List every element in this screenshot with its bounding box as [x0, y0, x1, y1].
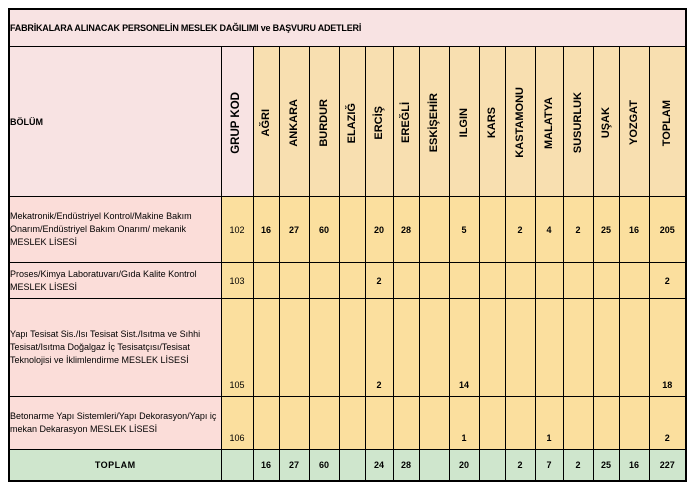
row-102-malatya: 4 [535, 197, 563, 263]
header-city-malatya: MALATYA [535, 47, 563, 197]
row-102-toplam: 205 [649, 197, 686, 263]
personnel-distribution-table [8, 8, 687, 482]
row-102-usak: 25 [593, 197, 619, 263]
row-103-eskisehir [419, 263, 449, 299]
row-102-ercis: 20 [365, 197, 393, 263]
row-105-kastamonu [505, 299, 535, 397]
title-row [9, 9, 686, 47]
footer-ercis: 24 [365, 450, 393, 481]
row-bolum-105: Yapı Tesisat Sis./Isı Tesisat Sist./Isıtma ve Sıhhi Tesisat/Isıtma Doğalgaz İç Tesisatçısı/Tesisat Teknolojisi ve İklimlendirme MESLEK LİSESİ [9, 299, 221, 397]
row-103-burdur [309, 263, 339, 299]
footer-usak: 25 [593, 450, 619, 481]
table-row [9, 396, 686, 449]
footer-eregli: 28 [393, 450, 419, 481]
row-102-kars [479, 197, 505, 263]
row-103-kastamonu [505, 263, 535, 299]
row-106-burdur [309, 396, 339, 449]
row-103-elazig [339, 263, 365, 299]
header-city-kars: KARS [479, 47, 505, 197]
footer-toplam: 227 [649, 450, 686, 481]
table-row [9, 299, 686, 397]
table-row [9, 197, 686, 263]
header-toplam: TOPLAM [649, 47, 686, 197]
row-105-ilgin: 14 [449, 299, 479, 397]
row-102-elazig [339, 197, 365, 263]
row-grupkod-105: 105 [221, 299, 253, 397]
footer-grupkod [221, 450, 253, 481]
footer-malatya: 7 [535, 450, 563, 481]
row-106-eregli [393, 396, 419, 449]
row-106-ercis [365, 396, 393, 449]
table-row [9, 263, 686, 299]
page-title: FABRİKALARA ALINACAK PERSONELİN MESLEK DAĞILIMI ve BAŞVURU ADETLERİ [9, 9, 686, 47]
footer-elazig [339, 450, 365, 481]
row-103-ercis: 2 [365, 263, 393, 299]
row-105-eskisehir [419, 299, 449, 397]
row-106-agri [253, 396, 279, 449]
row-102-eregli: 28 [393, 197, 419, 263]
header-city-ercis: ERCİŞ [365, 47, 393, 197]
header-city-burdur: BURDUR [309, 47, 339, 197]
footer-burdur: 60 [309, 450, 339, 481]
footer-ilgin: 20 [449, 450, 479, 481]
row-105-toplam: 18 [649, 299, 686, 397]
footer-label: TOPLAM [9, 450, 221, 481]
row-grupkod-106: 106 [221, 396, 253, 449]
footer-eskisehir [419, 450, 449, 481]
row-106-yozgat [619, 396, 649, 449]
row-103-kars [479, 263, 505, 299]
row-102-kastamonu: 2 [505, 197, 535, 263]
footer-ankara: 27 [279, 450, 309, 481]
row-106-susurluk [563, 396, 593, 449]
header-city-elazig: ELAZIĞ [339, 47, 365, 197]
row-103-usak [593, 263, 619, 299]
row-106-kars [479, 396, 505, 449]
row-106-toplam: 2 [649, 396, 686, 449]
row-102-ilgin: 5 [449, 197, 479, 263]
row-105-eregli [393, 299, 419, 397]
header-row [9, 47, 686, 197]
footer-kars [479, 450, 505, 481]
row-105-elazig [339, 299, 365, 397]
row-grupkod-102: 102 [221, 197, 253, 263]
header-city-kastamonu: KASTAMONU [505, 47, 535, 197]
row-103-yozgat [619, 263, 649, 299]
row-102-burdur: 60 [309, 197, 339, 263]
row-103-malatya [535, 263, 563, 299]
row-105-yozgat [619, 299, 649, 397]
footer-kastamonu: 2 [505, 450, 535, 481]
row-103-ankara [279, 263, 309, 299]
row-105-malatya [535, 299, 563, 397]
footer-agri: 16 [253, 450, 279, 481]
header-city-eskisehir: ESKİŞEHİR [419, 47, 449, 197]
row-grupkod-103: 103 [221, 263, 253, 299]
row-103-eregli [393, 263, 419, 299]
footer-yozgat: 16 [619, 450, 649, 481]
row-106-malatya: 1 [535, 396, 563, 449]
row-105-usak [593, 299, 619, 397]
row-106-ilgin: 1 [449, 396, 479, 449]
row-102-eskisehir [419, 197, 449, 263]
row-106-elazig [339, 396, 365, 449]
header-city-yozgat: YOZGAT [619, 47, 649, 197]
row-105-kars [479, 299, 505, 397]
header-city-susurluk: SUSURLUK [563, 47, 593, 197]
row-103-susurluk [563, 263, 593, 299]
row-106-usak [593, 396, 619, 449]
row-103-toplam: 2 [649, 263, 686, 299]
row-bolum-106: Betonarme Yapı Sistemleri/Yapı Dekorasyon/Yapı iç mekan Dekarasyon MESLEK LİSESİ [9, 396, 221, 449]
header-city-usak: UŞAK [593, 47, 619, 197]
row-103-agri [253, 263, 279, 299]
footer-row [9, 450, 686, 481]
header-city-agri: AĞRI [253, 47, 279, 197]
row-103-ilgin [449, 263, 479, 299]
footer-susurluk: 2 [563, 450, 593, 481]
row-102-agri: 16 [253, 197, 279, 263]
header-city-eregli: EREĞLİ [393, 47, 419, 197]
row-106-kastamonu [505, 396, 535, 449]
row-bolum-103: Proses/Kimya Laboratuvarı/Gıda Kalite Kontrol MESLEK LİSESİ [9, 263, 221, 299]
header-city-ilgin: ILGIN [449, 47, 479, 197]
row-106-eskisehir [419, 396, 449, 449]
row-102-yozgat: 16 [619, 197, 649, 263]
row-105-ercis: 2 [365, 299, 393, 397]
row-102-susurluk: 2 [563, 197, 593, 263]
row-106-ankara [279, 396, 309, 449]
header-bolum: BÖLÜM [9, 47, 221, 197]
row-105-burdur [309, 299, 339, 397]
row-bolum-102: Mekatronik/Endüstriyel Kontrol/Makine Bakım Onarım/Endüstriyel Bakım Onarım/ mekanik MESLEK LİSESİ [9, 197, 221, 263]
row-105-susurluk [563, 299, 593, 397]
header-grup-kod: GRUP KOD [221, 47, 253, 197]
row-102-ankara: 27 [279, 197, 309, 263]
row-105-ankara [279, 299, 309, 397]
header-city-ankara: ANKARA [279, 47, 309, 197]
row-105-agri [253, 299, 279, 397]
